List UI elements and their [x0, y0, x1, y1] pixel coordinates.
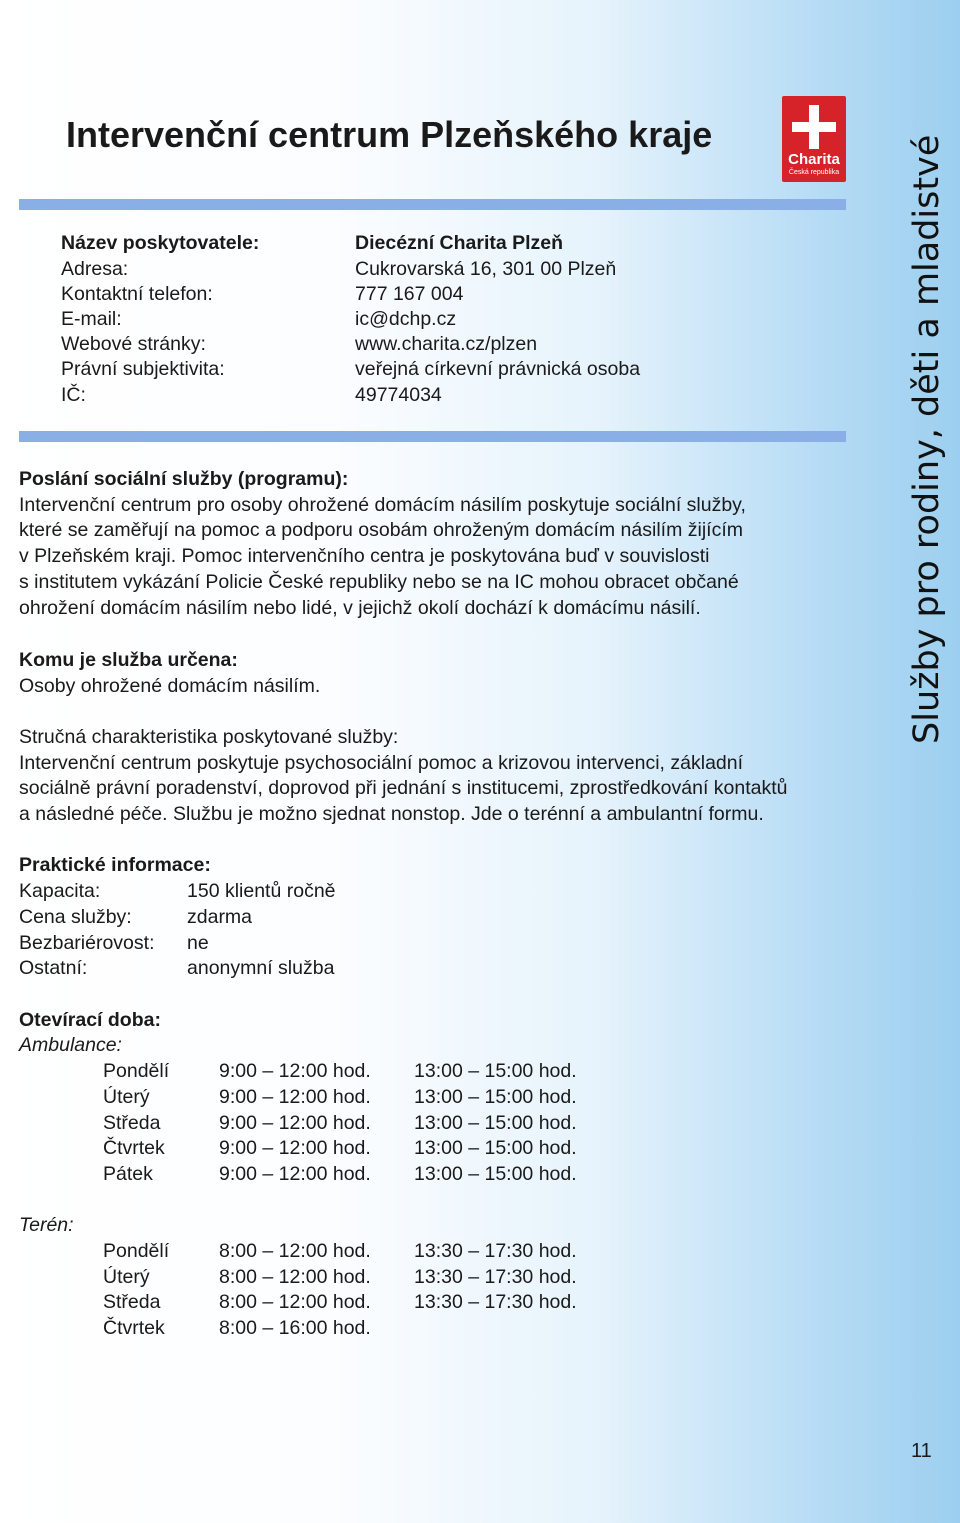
hours-afternoon: 13:00 – 15:00 hod. [414, 1060, 577, 1082]
capacity-value: 150 klientů ročně [187, 880, 336, 902]
hours-morning: 8:00 – 12:00 hod. [219, 1291, 371, 1313]
side-section-title: Služby pro rodiny, děti a mladistvé [907, 134, 947, 744]
mission-line: s institutem vykázání Policie České republiky nebo se na IC mohou obracet občané [19, 570, 739, 593]
field-label: Terén: [19, 1214, 74, 1236]
provider-name-label: Název poskytovatele: [61, 232, 260, 254]
mission-section [19, 467, 859, 621]
hours-afternoon: 13:00 – 15:00 hod. [414, 1086, 577, 1108]
hours-morning: 8:00 – 12:00 hod. [219, 1266, 371, 1288]
hours-day: Středa [103, 1112, 161, 1134]
logo-subtitle: Česká republika [788, 169, 840, 176]
ico-label: IČ: [61, 384, 86, 406]
mission-heading: Poslání sociální služby (programu): [19, 468, 349, 490]
charita-logo [782, 96, 846, 182]
mission-line: Intervenční centrum pro osoby ohrožené domácím násilím poskytuje sociální služby, [19, 493, 746, 516]
price-label: Cena služby: [19, 906, 132, 928]
hours-afternoon: 13:00 – 15:00 hod. [414, 1163, 577, 1185]
hours-afternoon: 13:00 – 15:00 hod. [414, 1112, 577, 1134]
practical-heading: Praktické informace: [19, 854, 211, 876]
mission-line: v Plzeňském kraji. Pomoc intervenčního centra je poskytována buď v souvislosti [19, 545, 710, 568]
provider-name-value: Diecézní Charita Plzeň [355, 232, 564, 254]
ambulance-label: Ambulance: [19, 1034, 122, 1056]
phone-label: Kontaktní telefon: [61, 283, 213, 305]
email-label: E-mail: [61, 308, 122, 330]
hours-day: Středa [103, 1291, 161, 1313]
hours-afternoon: 13:30 – 17:30 hod. [414, 1240, 577, 1262]
hours-afternoon: 13:30 – 17:30 hod. [414, 1291, 577, 1313]
hours-day: Pondělí [103, 1060, 170, 1082]
email-link[interactable]: ic@dchp.cz [355, 308, 457, 330]
other-label: Ostatní: [19, 957, 88, 979]
hours-morning: 9:00 – 12:00 hod. [219, 1137, 371, 1159]
website-label: Webové stránky: [61, 333, 206, 355]
hours-day: Úterý [103, 1086, 150, 1108]
cross-icon-bar [792, 122, 836, 132]
price-value: zdarma [187, 906, 253, 928]
hours-day: Pondělí [103, 1240, 170, 1262]
legal-status-label: Právní subjektivita: [61, 358, 225, 380]
characteristics-section [19, 725, 859, 828]
page-title: Intervenční centrum Plzeňského kraje [66, 114, 713, 155]
hours-day: Čtvrtek [103, 1137, 165, 1159]
hours-morning: 9:00 – 12:00 hod. [219, 1112, 371, 1134]
hours-morning: 8:00 – 12:00 hod. [219, 1240, 371, 1262]
address-label: Adresa: [61, 258, 129, 280]
hours-day: Pátek [103, 1163, 153, 1185]
target-text: Osoby ohrožené domácím násilím. [19, 674, 321, 697]
characteristics-line: a následné péče. Službu je možno sjednat nonstop. Jde o terénní a ambulantní formu. [19, 803, 764, 826]
website-link[interactable]: www.charita.cz/plzen [355, 333, 538, 355]
divider-bar-middle [19, 431, 846, 442]
hours-morning: 9:00 – 12:00 hod. [219, 1163, 371, 1185]
page-number: 11 [911, 1440, 932, 1462]
target-heading: Komu je služba určena: [19, 649, 238, 671]
hours-day: Čtvrtek [103, 1317, 165, 1339]
capacity-label: Kapacita: [19, 880, 101, 902]
other-value: anonymní služba [187, 957, 335, 979]
characteristics-line: sociálně právní poradenství, doprovod při jednání s institucemi, zprostředkování kontaktů [19, 777, 788, 800]
mission-line: které se zaměřují na pomoc a podporu osobám ohroženým domácím násilím žijícím [19, 519, 743, 542]
hours-afternoon: 13:30 – 17:30 hod. [414, 1266, 577, 1288]
target-section [19, 648, 859, 699]
characteristics-line: Intervenční centrum poskytuje psychosociální pomoc a krizovou intervenci, základní [19, 751, 744, 774]
hours-afternoon: 13:00 – 15:00 hod. [414, 1137, 577, 1159]
mission-line: ohrožení domácím násilím nebo lidé, v jejichž okolí dochází k domácímu násilí. [19, 596, 701, 619]
hours-heading: Otevírací doba: [19, 1009, 161, 1031]
accessibility-label: Bezbariérovost: [19, 932, 155, 954]
ico-value: 49774034 [355, 384, 442, 406]
divider-bar-top [19, 199, 846, 210]
hours-day: Úterý [103, 1266, 150, 1288]
logo-word: Charita [788, 151, 840, 168]
legal-status-value: veřejná církevní právnická osoba [355, 358, 641, 380]
address-value: Cukrovarská 16, 301 00 Plzeň [355, 258, 617, 280]
phone-value: 777 167 004 [355, 283, 464, 305]
hours-morning: 9:00 – 12:00 hod. [219, 1086, 371, 1108]
hours-morning: 8:00 – 16:00 hod. [219, 1317, 371, 1339]
characteristics-heading: Stručná charakteristika poskytované služby: [19, 726, 399, 748]
hours-morning: 9:00 – 12:00 hod. [219, 1060, 371, 1082]
accessibility-value: ne [187, 932, 209, 954]
